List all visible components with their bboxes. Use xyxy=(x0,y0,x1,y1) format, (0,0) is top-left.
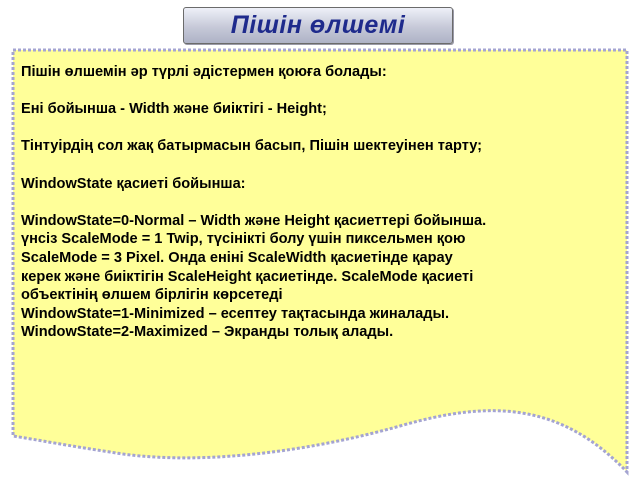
text-line: WindowState=0-Normal – Width және Height қасиеттері бойынша. xyxy=(21,212,487,229)
text-line: үнсіз ScaleMode = 1 Twip, түсінікті болу үшін пиксельмен қою xyxy=(21,231,466,248)
spacer xyxy=(21,156,621,175)
text-line: объектінің өлшем бірлігін көрсетеді xyxy=(21,287,283,304)
text-line: WindowState қасиеті бойынша: xyxy=(21,175,246,192)
content-text xyxy=(21,63,621,342)
text-line: Пішін өлшемін әр түрлі әдістермен қоюға болады: xyxy=(21,64,387,80)
spacer xyxy=(21,119,621,138)
title-box xyxy=(183,7,453,44)
text-line: керек және биіктігін ScaleHeight қасиетінде. ScaleMode қасиеті xyxy=(21,268,474,285)
text-line: Ені бойынша - Width және биіктігі - Height; xyxy=(21,101,327,118)
spacer xyxy=(21,82,621,101)
page-title: Пішін өлшемі xyxy=(230,11,406,39)
spacer xyxy=(21,193,621,212)
text-line: WindowState=2-Maximized – Экранды толық алады. xyxy=(21,324,394,341)
text-line: ScaleMode = 3 Pixel. Онда енінi ScaleWidth қасиетінде қарау xyxy=(21,249,453,266)
text-line: Тінтуірдің сол жақ батырмасын басып, Пішін шектеуінен тарту; xyxy=(21,138,482,155)
text-line: WindowState=1-Minimized – есептеу тақтасында жиналады. xyxy=(21,305,450,322)
